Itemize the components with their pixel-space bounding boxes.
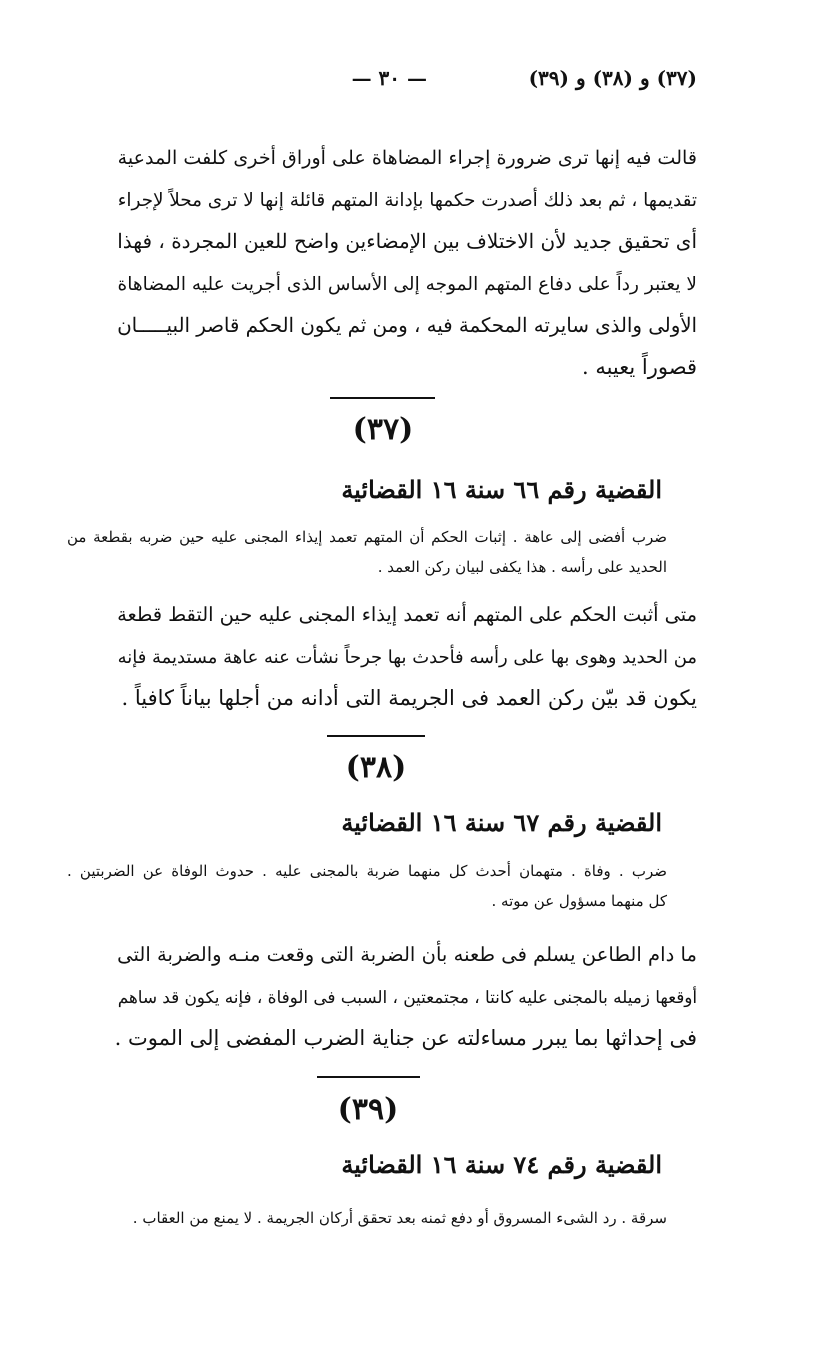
summary-line: سرقة . رد الشىء المسروق أو دفع ثمنه بعد تحقق أركان الجريمة . لا يمنع من العقاب . <box>132 1209 667 1227</box>
summary-line: الحديد على رأسه . هذا يكفى لبيان ركن العمد . <box>377 558 667 576</box>
summary-line: كل منهما مسؤول عن موته . <box>491 892 667 910</box>
text-line: لا يعتبر رداً على دفاع المتهم الموجه إلى الأساس الذى أجريت عليه المضاهاة <box>117 274 697 295</box>
case-summary <box>67 522 667 582</box>
section-divider <box>330 397 435 399</box>
text-line: قالت فيه إنها ترى ضرورة إجراء المضاهاة على أوراق أخرى كلفت المدعية <box>117 146 697 169</box>
page-number: — ٣٠ — <box>351 66 427 90</box>
case-title: القضية رقم ٦٧ سنة ١٦ القضائية <box>341 808 662 837</box>
section-number: (٣٨) <box>345 750 407 785</box>
text-line: أى تحقيق جديد لأن الاختلاف بين الإمضاءين واضح للعين المجردة ، فهذا <box>117 229 697 253</box>
text-line: متى أثبت الحكم على المتهم أنه تعمد إيذاء المجنى عليه حين التقط قطعة <box>117 603 697 626</box>
text-line: يكون قد بيّن ركن العمد فى الجريمة التى أدانه من أجلها بياناً كافياً . <box>121 686 697 710</box>
intro-paragraph <box>117 136 697 388</box>
text-line: ما دام الطاعن يسلم فى طعنه بأن الضربة التى وقعت منـه والضربة التى <box>117 943 697 966</box>
case-title: القضية رقم ٧٤ سنة ١٦ القضائية <box>341 1150 662 1179</box>
case-title: القضية رقم ٦٦ سنة ١٦ القضائية <box>341 475 662 504</box>
page-header <box>40 66 697 106</box>
text-line: من الحديد وهوى بها على رأسه فأحدث بها جرحاً نشأت عنه عاهة مستديمة فإنه <box>117 647 697 668</box>
section-number: (٣٧) <box>352 412 414 447</box>
text-line: فى إحداثها بما يبرر مساءلته عن جناية الضرب المفضى إلى الموت . <box>114 1026 697 1050</box>
text-line: تقديمها ، ثم بعد ذلك أصدرت حكمها بإدانة المتهم قائلة إنها لا ترى محلاً لإجراء <box>117 190 697 211</box>
header-reference: (٣٧) و (٣٨) و (٣٩) <box>528 66 697 90</box>
case-body <box>117 593 697 719</box>
text-line: قصوراً يعيبه . <box>581 355 697 379</box>
section-number: (٣٩) <box>337 1092 399 1127</box>
case-summary <box>67 856 667 916</box>
section-divider <box>327 735 425 737</box>
case-body <box>114 933 697 1059</box>
section-divider <box>317 1076 420 1078</box>
text-line: أوقعها زميله بالمجنى عليه كانتا ، مجتمعتين ، السبب فى الوفاة ، فإنه يكون قد ساهم <box>117 987 697 1007</box>
text-line: الأولى والذى سايرته المحكمة فيه ، ومن ثم يكون الحكم قاصر البيـــــان <box>117 314 697 337</box>
case-summary <box>67 1203 667 1233</box>
summary-line: ضرب . وفاة . متهمان أحدث كل منهما ضربة بالمجنى عليه . حدوث الوفاة عن الضربتين . <box>67 862 667 880</box>
summary-line: ضرب أفضى إلى عاهة . إثبات الحكم أن المتهم تعمد إيذاء المجنى عليه حين ضربه بقطعة من <box>67 528 667 546</box>
